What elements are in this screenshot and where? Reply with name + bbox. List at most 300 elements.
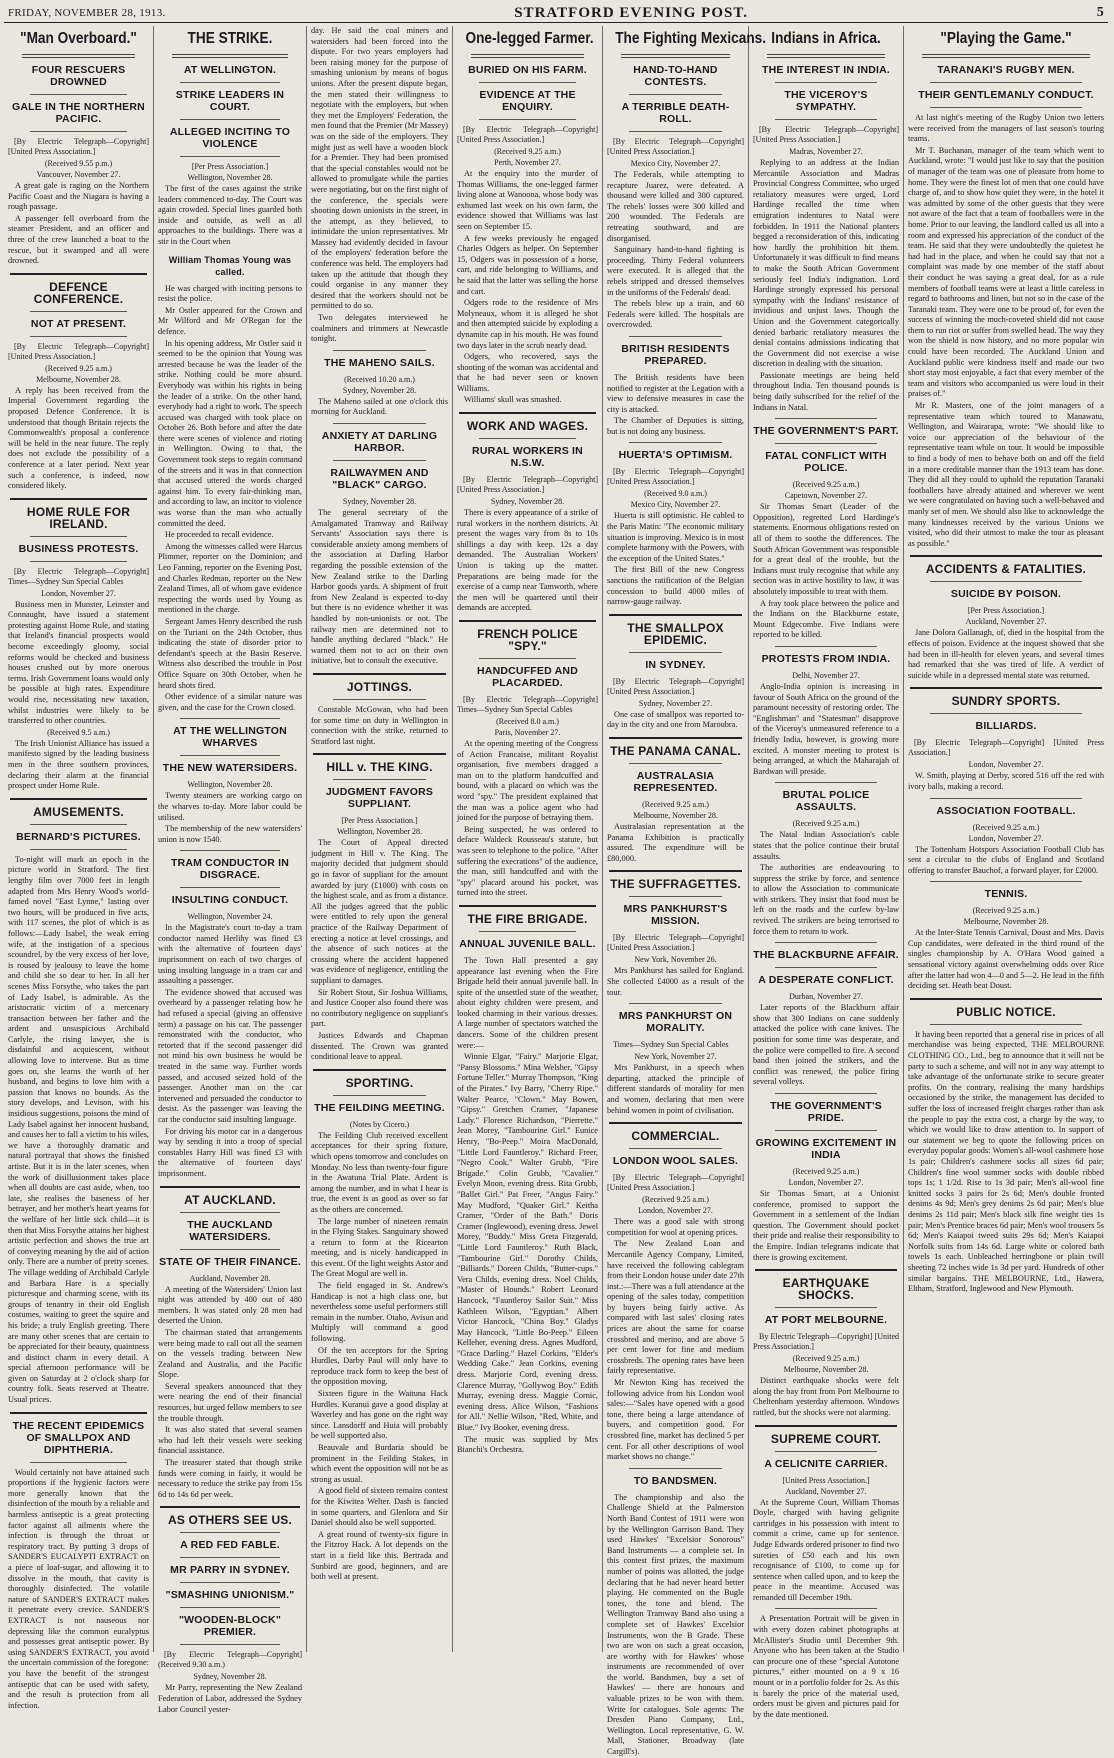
dateline: Melbourne, November 28. [36,374,121,384]
divider [10,498,147,500]
wire-credit: [Per Press Association.] [341,816,418,826]
wire-credit: [By Electric Telegraph—Copyright] [United Press Association.] [457,475,598,495]
article-paragraph: Mr Parry, representing the New Zealand Federation of Labor, addressed the Sydney Labor Council yester- [158,1683,302,1714]
subhead: ANNUAL JUVENILE BALL. [459,937,596,950]
column-2 [154,26,307,1714]
divider [313,753,446,755]
divider [629,652,722,653]
article-paragraph: The membership of the new watersiders' union is now 1540. [158,824,302,844]
divider [609,870,742,872]
wire-credit: [By Electric Telegraph—Copyright] [United Press Association.] [8,341,149,361]
divider [333,699,426,700]
dateline: Auckland, November 27. [785,1486,867,1496]
divider [930,798,1082,799]
article-paragraph: A passenger fell overboard from the steamer President, and an officer and three of the crew launched a boat to the rescue, but it swamped and all were drowned. [8,213,149,266]
article-paragraph: There was a good sale with strong competition for wool at opening prices. [607,1217,744,1237]
advertisement-text: The championship and also the Challenge Shield at the Palmerston North Band Contest of 1911 were won by the Wellington Garrison Band. They used Hawkes' "Excelsior Sonorous" Band Instruments — a complete set. In this contest first prizes, the maximum number of points was allotted, the judge declaring that he had never heard better playing. He commented on the Bugle tones, the tone and blend. The Wellington Tramway Band also using a complete set of Hawkes' Excelsior Instruments, won the B Grade. These two are won on such a great occasion, are worthy with for Hawkes' whose instruments are recommended of over the world. Bandsmen, buy a set of Hawkes' — there are honours and valuable prizes to be won with them. Write for catalogues. Sole agents: The Dresden Piano Company, Ltd., Wellington. Local representative, G. W. Mall, Stationer, Broadway (late Cargill's). [607,1492,744,1757]
divider [629,896,722,897]
column-5 [603,26,767,1757]
divider [333,1095,426,1096]
divider [180,1607,280,1608]
subhead: THE BLACKBURNE AFFAIR. [753,949,899,962]
article-paragraph: The treasurer stated that though strike funds were coming in fairly, it would be necessary to reduce the strike pay from 15s 6d to 14s 6d per week. [158,1458,302,1499]
divider [609,614,742,616]
article-paragraph: Later reports of the Blackburn affair show that 300 Indians on cane suddenly attacked the police with cane knives. The position for some time was desperate, and the police were compelled to fire. A second band then joined the strikers, and the conflict was renewed, the police firing several volleys. [753,1003,899,1087]
divider [30,824,127,825]
subhead: BERNARD'S PICTURES. [16,830,141,843]
divider [30,311,127,312]
subhead: TRAM CONDUCTOR IN DISGRACE. [170,857,290,882]
headline-sporting: SPORTING. [345,1075,414,1090]
divider [30,849,127,850]
divider [775,1307,877,1308]
divider [629,763,722,764]
dateline: Durban, November 27. [789,992,863,1002]
article-paragraph: The general secretary of the Amalgamated Tramway and Railway Servants' Association says there is considerable anxiety among members of the association at Darling Harbor regarding the possible extension of the New Zealand strike to the Darling Harbor goods yards. A shipment of fruit from New Zealand is expected to-day but there is no evidence whether it was handled by non-unionists or not. The railway men are determined not to handle anything declared "black." He warned them not to act on their own initiative, but to consult the executive. [311,508,448,666]
subhead: GALE IN THE NORTHERN PACIFIC. [12,101,145,125]
divider [922,54,1090,58]
received-time: (Received 10.20 a.m.) [344,374,415,384]
divider [180,850,280,851]
wire-credit: [By Electric Telegraph—Copyright] [United Press Association.] [908,738,1104,758]
headline-jottings: JOTTINGS. [346,679,413,694]
divider [180,156,280,157]
divider [775,119,877,120]
column-4 [453,26,603,1652]
received-time: (Received 9.25 a.m.) [494,147,561,156]
article-paragraph: Mr Newton King has received the following advice from his London wool sales:—"Sales have opened with a good tone, there being a large attendance of buyers, and competition good. For crossbred fine, market has declined 5 per cent. For all other descriptions of wool market shows no change." [607,1378,744,1462]
divider [479,931,576,932]
divider [930,82,1082,83]
received-time: (Received 8.0 a.m.) [496,717,559,726]
subhead: AT PORT MELBOURNE. [764,1314,888,1327]
divider [629,1003,722,1004]
headline-as-others-see-us: AS OTHERS SEE US. [167,1513,293,1528]
divider [775,967,877,968]
subhead: JUDGMENT FAVORS SUPPLIANT. [325,786,434,811]
received-time: (Received 9.25 a.m.) [792,1167,860,1176]
article-paragraph: Mr Ostler appeared for the Crown and Mr Wilford and Mr O'Regan for the defence. [158,305,302,336]
dateline: Wellington, November 24. [187,912,273,922]
subhead: NOT AT PRESENT. [30,317,127,330]
divider [767,54,885,58]
article-paragraph: Business men in Munster, Leinster and Connaught, have issued a statement protesting against Home Rule, and stating that Ireland's financial prospects would become exceedingly gloomy, social reforms would be checked and business houses crushed out by more onerous terms. Irish Government loans would only be possible at high rates. Expenditure would rise, necessitating new taxation, whilst industries were likely to be transferred to other countries. [8,599,149,726]
article-paragraph: Sixteen figure in the Waituna Hack Hurdles. Kuranui gave a good display at Waverley and has gone on the right way since. Lansdorff and Huia will probably be well supported also. [311,1389,448,1441]
article-paragraph: day. He said the coal miners and watersiders had been forced into the dispute. For two years employers had been raising money for the purpose of smashing unionism by means of bogus unions. After the present dispute began, the men stated their willingness to negotiate with the employers, but when they met the Employers' Federation, the men found that the Premier (Mr Massey) was on the side of the employers. They might just as well have a wooden block for a Premier. They had been promised that the special constables would not be allowed to promulgate while the parties were negotiating, but on the first night of the conference, the specials were shooting down unionists in the street, in the attempt, as they believed, to intimidate the union representatives. Mr Massey had evidently decided in favour of the employers' federation before the conference was held. The employers had taken up the attitude that though they could organise in any manner they desired that the workers should not be permitted to do so. [311,26,448,311]
subhead: THE NEW WATERSIDERS. [162,762,298,775]
subhead: TO BANDSMEN. [633,1474,718,1487]
subhead: MRS PANKHURST ON MORALITY. [618,1010,733,1035]
article-paragraph: Sanguinary hand-to-hand fighting is proceeding. Thirty Federal volunteers were executed. It is alleged that the rebels stripped and dressed themselves in the uniforms of the Federals' dead. [607,245,744,297]
dateline: Melbourne, November 28. [633,811,718,820]
article-paragraph: Mrs Pankhurst, in a speech when departing, attacked the principle of different standards of morality for men and women, declaring that men were behind women in point of civilisation. [607,1063,744,1115]
divider [930,581,1082,582]
divider [459,905,596,907]
dateline: Delhi, November 27. [792,670,860,680]
wire-credit: [United Press Association.] [782,1475,870,1485]
article-paragraph: The Tottenham Hotspurs Association Football Club has sent a circular to the clubs of England and Scotland offering to transfer Bauchof, a forward player, for £2000. [908,844,1104,875]
article-paragraph: The large number of nineteen remain in the Flying Stakes. Sanguinary showed a return to form at the Ricearton meeting, and is nicely handicapped in this event. Of the light weights Astor and The Great Mogul are well in. [311,1216,448,1279]
divider [180,1557,280,1558]
divider [180,887,280,888]
divider [180,1582,280,1583]
subhead: RURAL WORKERS IN N.S.W. [472,445,583,470]
subhead: SUICIDE BY POISON. [950,588,1062,601]
headline-epidemics: THE RECENT EPIDEMICS OF SMALLPOX AND DIPHTHERIA. [12,1419,145,1456]
subhead: A CELICNITE CARRIER. [764,1457,888,1470]
divider [172,54,288,58]
dateline: Wellington, November 28. [187,173,273,182]
wire-credit: [By Electric Telegraph—Copyright] [United Press Association.] [607,676,744,696]
article-paragraph: At the Inter-State Tennis Carnival, Doust and Mrs. Davis Cup candidates, were defeated in the third round of the singles championship by A. O'Hara Wood gained a sensational victory against overwhelming odds over Rice after the latter had won 4—0 and 5—2. He lead in the fifth deciding set. Heath beat Doust. [908,928,1104,991]
article-paragraph: A meeting of the Watersiders' Union last night was attended by 400 out of 480 members. It was stated only 28 men had deserted the Union. [158,1284,302,1326]
divider [629,1148,722,1149]
divider [910,687,1102,689]
divider [10,273,147,275]
headline-hill-v-the-king: HILL v. THE KING. [326,760,433,775]
headline-sundry-sports: SUNDRY SPORTS. [951,694,1061,709]
article-paragraph: Replying to an address at the Indian Mercantile Association and Madras Provincial Congress Committee, who urged retaliatory measures were urged, Lord Hardinge recalled the time when emigration indentures to Natal were forbidden. In 1911 the National planters begged a reconsideration of this, indicating how hardly the prohibition hit them. Unfortunately it was difficult to find means to make the South African Government seriously feel India's indignation. Lord Hardinge strongly expressed his personal sympathy with the Indians' resistance of invidious and unjust laws. Though the Union and the Government categorically denied barbaric retaliatory measures the denial contains admissions indicating that the Government did not exercise a wise discretion in dealing with the situation. [753,158,899,369]
columns [4,26,1108,1757]
received-time: (Received 9.25 a.m.) [642,800,709,809]
column-3 [307,26,453,1652]
issue-date: FRIDAY, NOVEMBER 28, 1913. [8,7,166,19]
headline-the-strike: THE STRIKE. [187,30,273,47]
divider [30,561,127,562]
received-time: (Received 9.25 a.m.) [792,480,860,490]
subhead: THE INTEREST IN INDIA. [761,64,891,76]
subhead: THE FEILDING MEETING. [314,1101,445,1114]
received-time: (Received 9.55 p.m.) [44,159,113,168]
article-paragraph: A good field of sixteen remains contest for the Kiwitea Welter. Dash is fancied in some quarters, and Glenlora and Sir Daniel should also be well supported. [311,1486,448,1528]
headline-fighting-mexicans: The Fighting Mexicans. [615,30,767,47]
article-paragraph: He was charged with inciting persons to resist the police. [158,283,302,304]
divider [333,460,426,461]
divider [180,82,280,83]
article-paragraph: The Natal Indian Association's cable states that the police continue their brutal assaults. [753,830,899,861]
subhead: STRIKE LEADERS IN COURT. [175,89,285,113]
headline-playing-the-game: "Playing the Game." [940,30,1072,47]
article-paragraph: One case of smallpox was reported to-day in the city and one from Maroubra. [607,709,744,730]
article-paragraph: The New Zealand Loan and Mercantile Agency Company, Limited, have received the following cablegram from their London house under date 27th inst.:—There was a full attendance at the opening of the sales today, competition by buyers being fairly active. As compared with last sales' closing rates prices are about the same for coarse crossbred and merino, and are above 5 per cent lower for fine and medium crossbreds. The opening rates have been fairly representative. [607,1239,744,1376]
article-paragraph: The first Bill of the new Congress sanctions the ratification of the Belgian concession to build 4000 miles of narrow-gauge railway. [607,565,744,607]
divider [180,1212,280,1213]
article-paragraph: The Feilding Club received excellent acceptances for their spring fixture, which opens tomorrow and concludes on Monday. No less than twenty-four figure in the Awatuna Trial Plate. Ardent is among the number, and in what I hear is true, the event is as good as over so far as the others are concerned. [311,1130,448,1214]
article-paragraph: The British residents have been notified to register at the Legation with a view to defensive measures in case the city is attacked. [607,372,744,414]
article-paragraph: A great round of twenty-six figure in the Fitzroy Hack. A lot depends on the start in a field like this. Bertrada and Sunbird are good, beginners, and are both well at present. [311,1529,448,1582]
dateline: Melbourne, November 28. [963,917,1049,927]
dateline: Mexico City, November 27. [630,159,721,168]
subhead: "WOODEN-BLOCK" PREMIER. [179,1614,281,1639]
article-paragraph: At the enquiry into the murder of Thomas Williams, the one-legged farmer living alone at Wanoona, whose body was exhumed last week on his own farm, the evidence showed that Williams was last seen on September 15. [457,169,598,231]
dateline: New York, November 26. [634,955,717,965]
divider [930,107,1082,108]
dateline: Vancouver, November 27. [36,170,121,179]
article-paragraph: Twenty steamers are working cargo on the wharves to-day. More labor could be utilised. [158,791,302,822]
subhead: A TERRIBLE DEATH-ROLL. [621,101,730,125]
divider [629,442,722,443]
dateline: Sydney, November 28. [490,497,565,507]
divider [629,94,722,95]
dateline: London, November 27. [41,588,116,598]
article-paragraph: The field engaged in St. Andrew's Handicap is not a high class one, but nevertheless some useful performers still remain in the number. Otaho, Avisun and Multiply will command a good following. [311,1281,448,1344]
dateline: Mexico City, November 27. [630,500,721,510]
divider [629,131,722,132]
byline: (Notes by Cicero.) [349,1119,410,1129]
article-paragraph: The rebels blew up a train, and 60 Federals were killed. The hospitals are overcrowded. [607,299,744,330]
divider [313,1069,446,1071]
divider [22,54,135,58]
article-paragraph: The Irish Unionist Alliance has issued a manifesto signed by the leading business men in the three southern provinces, declaring their alarm at the financial prospect under Home Rule. [8,738,149,791]
headline-panama-canal: THE PANAMA CANAL. [610,744,741,758]
headline-supreme-court: SUPREME COURT. [770,1431,882,1446]
article-paragraph: Jane Dolora Gallanagh, of, died in the hospital from the effects of poison. Evidence at the inquest showed that she had been in ill-health for eleven years, and several times had remarked that she was tired of life. A verdict of suicide while in a depressed mental state was returned. [908,628,1104,680]
dateline: Capetown, November 27. [784,491,868,501]
dateline: Melbourne, November 28. [783,1365,869,1375]
divider [629,1468,722,1469]
wire-credit: [By Electric Telegraph—Copyright] [United Press Association.] [607,467,744,487]
subhead: RAILWAYMEN AND "BLACK" CARGO. [330,467,429,491]
subhead: IN SYDNEY. [645,658,706,671]
article-paragraph: Of the ten acceptors for the Spring Hurdles, Darby Paul will only have to reproduce track form to keep the best of the opposition moving. [311,1345,448,1387]
divider [621,54,730,58]
article-paragraph: Constable McGowan, who had been for some time on duty in Wellington in connection with the strike, returned to Stratford last night. [311,704,448,746]
wire-credit: By Electric Telegraph—Copyright] [United Press Association.] [753,1332,899,1352]
received-time: (Received 9.25 a.m.) [792,1354,860,1364]
wire-credit: [Per Press Association.] [191,162,269,171]
wire-credit: [By Electric Telegraph—Copyright] [United Press Association.] [607,933,744,953]
divider [609,1122,742,1124]
article-paragraph: Beauvale and Burdaria should be prominent in the Feilding Stakes, in which event the opposition will not be as strong as usual. [311,1442,448,1484]
dateline: Sydney, November 28. [342,497,417,506]
article-paragraph: A reply has been received from the Imperial Government regarding the proposed Defence Conference. It is understood that though Britain rejects the Commonwealth's proposal a conference will be held in the near future. The reply does not exclude the possibility of a conference at a later period. Next year such a conference, is indeed, now considered likely. [8,385,149,491]
divider [333,350,426,351]
dateline: Sydney, November 28. [342,385,417,395]
subhead: BILLIARDS. [975,720,1037,733]
received-time: (Received 9.25 a.m.) [45,363,112,373]
subhead: THE GOVERNMENT'S PART. [753,425,899,438]
divider [930,713,1082,714]
article-paragraph: Australasian representation at the Panama Exhibition is practically assured. The expenditure will be £80,000. [607,822,744,863]
subhead: HAND-TO-HAND CONTESTS. [633,64,718,88]
received-time: (Received 9.25 a.m.) [792,819,860,829]
subhead: ANXIETY AT DARLING HARBOR. [321,430,438,454]
article-paragraph: He proceeded to recall evidence. [165,530,274,540]
article-paragraph: Odgers rode to the residence of Mrs Molyneaux, whom it is alleged he shot and then attempted suicide by exploding a dynamite cap in his mouth. He was found two days later in the scrub nearly dead. [457,298,598,350]
headline-public-notice: PUBLIC NOTICE. [956,1004,1056,1019]
divider [313,673,446,675]
subhead: AT THE WELLINGTON WHARVES [173,725,287,750]
subhead: BUSINESS PROTESTS. [18,542,139,555]
divider [180,755,280,756]
subhead: THEIR GENTLEMANLY CONDUCT. [918,89,1094,101]
divider [30,94,127,95]
article-paragraph: Sergeant James Henry described the rush on the Turiani on the 24th October, thus indicating the state of disorder prior to defendant's speech at the Basin Reserve. Witness also described the trouble in Post Office Square on 30th October, when he heard shots fired. [158,616,302,690]
headline-indians-in-africa: Indians in Africa. [771,30,881,47]
subhead: BRUTAL POLICE ASSAULTS. [782,789,870,814]
article-paragraph: The music was supplied by Mrs Bianchi's Orchestra. [457,1434,598,1455]
subhead: ASSOCIATION FOOTBALL. [936,804,1076,817]
column-1 [4,26,154,1710]
divider [930,881,1082,882]
subhead: GROWING EXCITEMENT IN INDIA [755,1137,897,1161]
newspaper-title: STRATFORD EVENING POST. [514,4,748,21]
subhead: EVIDENCE AT THE ENQUIRY. [479,89,576,113]
wire-credit: [By Electric Telegraph—Copyright] (Received 9.30 a.m.) [158,1650,302,1670]
subhead: AT WELLINGTON. [183,64,277,76]
article-paragraph: At the Supreme Court, William Thomas Doyle, charged with having gelignite cartridges in his possession with intent to commit a crime, came up for sentence. Judge Edwards ordered prisoner to find two sureties of £50 each and his own recognisance of £100, to come up for sentence when called upon, and to keep the peace in the meantime. Accused was remanded till December 19th. [753,1497,899,1602]
subhead: MR PARRY IN SYDNEY. [170,1564,290,1577]
divider [10,1412,147,1414]
divider [180,1644,280,1645]
article-paragraph: Other evidence of a similar nature was given, and the case for the Crown closed. [158,692,302,712]
divider [775,1093,877,1094]
headline-fire-brigade: THE FIRE BRIGADE. [467,911,588,926]
dateline: Paris, November 27. [494,728,561,737]
received-time: (Received 9.25 a.m.) [642,1195,709,1205]
divider [910,555,1102,557]
article-paragraph: Odgers, who recovered, says the shooting of the woman was accidental and that he had never seen or known Williams. [457,352,599,393]
article-paragraph: The Court of Appeal directed judgment in Hill v. The King. The majority decided that judgment should go in favor of suppliant for the amount awarded by jury (£1000) with costs on the highest scale, and as from a distance. All the judges agreed that the public were entitled to rely upon the general practice of the Railway Department of erecting a notice at level crossings, and the absence of such notices at the crossing where the accident happened was evidence of negligence, entitling the suppliant to damages. [311,838,448,985]
divider [180,718,280,719]
article-paragraph: There is every appearance of a strike of rural workers in the northern districts. At present the wages vary from 8s to 10s shillings a day with keep. 12s a day demanded. The Australian Workers' Union is taking up the matter. Preparations are being made for the exercise of a camp near Tamworth, where the men will be quartered until their demands are accepted. [457,508,598,613]
divider [910,998,1102,1000]
wire-credit: [By Electric Telegraph—Copyright] [United Press Association.] [607,1173,744,1193]
article-paragraph: For driving his motor car in a dangerous way by sending it into a troop of special constables Harry Hill was fined £3 with the alternative of fourteen days' imprisonment. [158,1126,302,1178]
divider [775,1608,877,1609]
wire-credit: [By Electric Telegraph—Copyright] [United Press Association.] [8,137,149,156]
dateline: London, November 27. [968,833,1044,843]
headline-french-police-spy: FRENCH POLICE "SPY." [477,627,578,653]
article-paragraph: Winnie Elgar, "Fairy." Marjorie Elgar, "Pansy Blossoms." Mina Welsher, "Gipsy Fortune Teller." Murray Thompson, "King of the Pirates." Ivy Barry, "Cherry Ripe." Walter Pearce, "Clown." May Bowen, "Gipsy." Gretchen Cramer, "Japanese Lady." Florence Richardson, "Pierrette." Jean Morey, "Tambourine Girl." Eunice Henry, "Bo-Peep." Moira MacDonald, "Little Lord Fauntleroy." Richard Freer, "Negro Cook." Walter Grubb, "Fire Brigade." Colin Grubb, "Cavalier." Evelyn Moon, evening dress. Rita Grubb, "Ballet Girl." Pat Freer, "Angus Fairy." May Mudford, "Quaker Girl." Keitha Cramer, "Order of the Bath." Doris Cramer (Inglewood), evening dress. Jewel Morey, "Buddy." Miss Greta Fitzgerald, "Little Lord Fauntleroy." Ruth Black, "Tambourine Girl." Dorothy Childs, "Billiards." Doreen Childs, "Butter-cups." Vera Childs, evening dress. Noel Childs, "Master of Hounds." Robert Leonard Hancock, "Fauntleroy Sailor Suit." Miss Kathleen Wilson, "Egyptian." Albert Victor Hancock, "China Boy." Gladys May Hancock, "Little Bo-Peep." Eileen Kelleher, evening dress. Agnes Mudford, "Grace Darling." Hazel Corkins, "Elder's Wedding Cake." Jean Corkins, evening dress. Marjorie Cord, evening dress. Clarence Murray, "Gollywog Boy." Edith Murray, evening dress. Maggie Cornic, evening dress. Alice Wilson, "Fashions for All." Nellie Wilson, "Red, White, and Blue." Ivy Booker, evening dress. [457,1052,598,1433]
wire-credit: [By Electric Telegraph—Copyright] [United Press Association.] [457,125,598,144]
dateline: Auckland, November 27. [965,617,1047,627]
article-paragraph: Sir Robert Stout, Sir Joshua Williams, and Justice Cooper also found there was no contributory negligence on suppliant's part. [311,987,448,1029]
divider [471,54,584,58]
headline-at-auckland: AT AUCKLAND. [184,1192,276,1207]
subhead: THE VICEROY'S SYMPATHY. [784,89,868,113]
article-paragraph: Among the witnesses called were Harcus Plimmer, reporter on the Dominion; and Leo Fanning, reporter on the Evening Post, and Charles Redman, reporter on the New Zealand Times, all of whom gave evidence respecting the words used by Young as mentioned in the charge. [158,541,302,615]
subhead: LONDON WOOL SALES. [612,1155,739,1168]
divider [459,620,596,622]
headline-accidents-fatalities: ACCIDENTS & FATALITIES. [925,562,1087,577]
advertisement-text: It having been reported that a general rise in prices of all merchandise was being expected, THE MELBOURNE CLOTHING CO., Ltd., beg to announce that it will not be party to such a scheme, and will not in any way attempt to take advantage of the unfortunate strike to secure greater profits. On the contrary, realising the many hardships occasioned by the strike, the management has decided to suffer the loss of increased freight charges rather than ask the people to pay the extra cost, a charge by the way, to which we would like to draw attention to. In support of our statement we beg to quote the following prices on everyday popular goods: Women's all-wool cashmere hose 1s pair; Children's cashmere socks all sizes 6d pair; Children's fine wool summer socks with double ribbed tops 1s; 1 1/2d. Rise to 1s 3d pair; Men's all-wool fine knitted socks 3 pairs for 2s 6d; Men's double fronted denims 4s 9d; Men's grey denims 2s 6d pair; Men's blue denims 2s 11d pair; Men's black silk fine weight ties 1s pair; Men's Prentice braces 6d pair; Men's wool trousers 5s 6d; Men's Kaiapoi tweed suits 29s 6d; Men's Kaiapoi Norfolk suits from 14s 6d. Large white or colored bath towels 1s each. Unbleached herringbone or plain twill sheeting 72 inches wide 1s 3d per yard. Hundreds of other similar bargains. THE MELBOURNE, Ltd., Hawera, Eltham, Stratford, Inglewood and New Plymouth. [908,1029,1104,1294]
headline-suffragettes: THE SUFFRAGETTES. [610,877,741,892]
divider [30,536,127,537]
subhead: FATAL CONFLICT WITH POLICE. [765,450,887,475]
dateline: London, November 27. [788,1178,864,1187]
article-paragraph: The evidence showed that accused was overheard by a passenger relating how he had refused a special (giving an offensive term) a passage on his car. The passenger remonstrated with the conductor, who retorted that if the second passenger did not mind his own business he would be treated in the same way. Further words passed, and accused seized hold of the passenger. Another man on the car intervened and persuaded the conductor to desist. As the passenger was leaving the car the conductor said insulting language. [158,987,302,1124]
divider [775,782,877,783]
subhead: THE GOVERNMENT'S PRIDE. [770,1100,882,1124]
received-time: (Received 9.0 a.m.) [644,489,707,499]
advertisement-text: A Presentation Portrait will be given in with every dozen cabinet photographs at McAllister's Studio until December 9th. Anyone who has been taken at the Studio can procure one of these "special Autotone pictures," either mounted on a 9 x 16 mount or in a portfolio folder for 2s. As this is barely the price of the material used, orders must be given and pictures paid for by the date mentioned. [753,1614,899,1719]
divider [755,1269,897,1271]
headline-one-legged-farmer: One-legged Farmer. [465,30,594,47]
article-paragraph: A great gale is raging on the Northern Pacific Coast and the Niagara is having a rough passage. [8,181,149,212]
dateline: London, November 27. [638,1206,713,1216]
wire-credit: [By Electric Telegraph—Copyright] [United Press Association.] [753,125,899,144]
article-paragraph: A few weeks previously he engaged Charles Odgers as helper. On September 15, Odgers was in possession of a horse, cart, and ride belonging to Williams, and he said that the latter was selling the horse and cart. [457,233,598,296]
article-paragraph: In the Magistrate's court to-day a tram conductor named Herlihy was fined £3 with the alternative of fourteen days' imprisonment on each of two charges of using insulting language in a tram car and assaulting a passenger. [158,923,302,986]
divider [755,1425,897,1427]
headline-commercial: COMMERCIAL. [631,1129,720,1144]
article-paragraph: Mrs Pankhurst has sailed for England. She collected £4000 as a result of the tour. [607,966,744,997]
dateline: Sydney, November 27. [638,698,713,708]
wire-credit: [Per Press Association.] [967,606,1045,616]
article-paragraph: In his opening address, Mr Ostler said it seemed to be the opinion that Young was arrested because he was the leader of the strike. Nothing could be more absurd. Everybody was within his rights in being the leader of a strike. On the other hand, everybody had a right to work. The speech accused was charged with took place on October 26. Both before and after the date there were scenes of violence and rioting in Wellington. Owing to that, the Government took steps to regain command of the streets and it was in that connection that accused uttered the words charged against him. To every fair-thinking man, and according to law, an incitor to violence was worse than the man who actually committed the deed. [158,338,302,528]
divider [775,1451,877,1452]
dateline: Wellington, November 28. [187,780,273,790]
article-paragraph: Williams' skull was smashed. [464,395,562,405]
divider [479,119,576,120]
divider [10,798,147,800]
dateline: Perth, November 27. [494,158,561,167]
headline-defence-conference: DEFENCE CONFERENCE. [33,279,124,306]
subhead: AUSTRALASIA REPRESENTED. [633,770,718,794]
headline-man-overboard: "Man Overboard." [20,30,137,47]
wire-credit: [By Electric Telegraph—Copyright] Times—Sydney Sun Special Cables [8,566,149,586]
article-paragraph: To-night will mark an epoch in the picture world in Stratford. The first lengthy film over 7000 feet in length adapted from Mrs Henry Wood's world-famed novel "East Lynne," lasting over two hours, will be produced in five acts, with 117 scenes, the plot of which is as follows:—Lady Isabel, the weak erring wife, at the instigation of a specious scoundrel, by the very excess of her love, is roused by jealousy to leave the home and child she so dear to her. In all her scenes Miss Forsythe, who takes the part of Lady Isabel, is admirable. As the aristocratic victim of a mercenary transaction between her father and the ardent and unsuspicious Archibald Carlyle, the rising lawyer, she is disdainful and acquiescent, without allowing love to intervene. But as time goes on, she learns the worth of her husband, and begins to love him with a passion that knows no bounds. As the story develops, and Levison, with his insidious suggestions, poisons the mind of Lady Isabel against her innocent husband, and causes her to fall a victim to his wiles, we have a thoroughly dramatic and natural portrayal that shows the finished artiste. But it is in the later scenes, when the work of disillusionment takes place when all doubts are cast aside, when, too late, she realises the baseness of her betrayer, and her mother's heart yearns for the welfare of her little sick child—it is then that Miss Forsythe attains her highest artistic perfection and shows the true art of conveying meaning by the aid of action only. There are a number of pretty scenes. The village wedding of Archibald Carlyle and Barbara Hare is a specially picturesque and charming scene, with its groups of tenantry in their old English costumes, waiting to greet the squire and his bride; a truly English greeting. There are many other scenes that are certain to be appreciated for their beauty, quaintness and distinct charm in every detail. A special afternoon performance will be given on Saturday at 2 o'clock sharp for country folk. Seats reserved at Theatre. Usual prices. [8,854,150,1405]
divider [160,1186,300,1188]
subhead: ALLEGED INCITING TO VIOLENCE [169,126,291,150]
divider [180,1249,280,1250]
article-paragraph: The chairman stated that arrangements were being made to call out all the seamen on the vessels trading between New Zealand and Australia, and the Pacific Slope. [158,1327,302,1380]
headline-amusements: AMUSEMENTS. [33,804,124,819]
subhead: INSULTING CONDUCT. [171,894,289,907]
article-paragraph: The authorities are endeavouring to suppress the strike by force, and sentence to allow the Association to communicate with strikers. They insist that food must be left on the roads and the curfew by-law revived. The strikers are being terrorised to force them to return to work. [753,863,899,936]
dateline: New York, November 27. [634,1052,717,1062]
divider [479,438,576,439]
divider [180,119,280,120]
divider [775,942,877,943]
divider [479,658,576,659]
received-time: (Received 9.25 a.m.) [972,822,1040,832]
article-paragraph: At the opening meeting of the Congress of Action Francaise, militant Royalist organisation, five members dragged a man on to the platform handcuffed and bound, with a placard on which was the word "spy." The president explained that the man was a police agent who had joined for the purpose of betraying them. [457,739,598,823]
article-paragraph: Sir Thomas Smart (Leader of the Opposition), regretted Lord Hardinge's statements. Enormous obligations rested on all of them to soothe the differences. The South African Government was responsible for a great deal of the trouble, but the Indians must truly recognise that while any section was in active hostility to law, it was absolutely impossible to treat with them. [753,502,899,596]
article-paragraph: A fray took place between the police and the Indians on the Blackburne estate, Mount Edgecombe. Five Indians were reported to be killed. [753,598,899,640]
dateline: Wellington, November 28. [336,827,423,837]
page-number: 5 [1096,5,1104,20]
subhead: William Thomas Young was called. [168,254,292,277]
divider [479,82,576,83]
dateline: Auckland, November 28. [189,1273,271,1283]
received-time: (Received 9.5 a.m.) [47,727,110,737]
article-paragraph: Sir Thomas Smart, at a Unionist conference, promised to support the Government in a settlement of the Indian question. The Government should pocket their pride and realise their responsibility to the Empire. Indian telegrams indicate that there is growing excitement. [753,1189,899,1262]
divider [609,737,742,739]
subhead: PROTESTS FROM INDIA. [761,652,891,665]
divider [333,423,426,424]
subhead: A RED FED FABLE. [180,1539,280,1552]
wire-credit: [By Electric Telegraph—Copyright] [United Press Association.] [607,137,744,156]
article-paragraph: Two delegates interviewed he coalminers and trimmers at Newcastle tonight. [311,313,448,344]
article-paragraph: The Maheno sailed at one o'clock this morning for Auckland. [311,396,448,417]
wire-credit: [By Electric Telegraph—Copyright] Times—Sydney Sun Special Cables [457,695,598,714]
divider [775,443,877,444]
subhead: MRS PANKHURST'S MISSION. [623,903,728,928]
divider [775,1130,877,1131]
article-paragraph: Passionate meetings are being held throughout India. Ten thousand pounds is being daily subscribed for the relief of the Indians in Natal. [753,370,899,412]
divider [160,1506,300,1508]
subhead: HUERTA'S OPTIMISM. [618,449,733,462]
article-paragraph: The Town Hall presented a gay appearance last evening when the Fire Brigade held their annual juvenile ball. In spite of the unsettled state of the weather, about eighty children were present, and looked charming in their various dresses. A large number of spectators watched the dancers. Some of the children present were:— [457,955,598,1050]
divider [629,336,722,337]
subhead: TENNIS. [984,888,1028,901]
article-paragraph: Mr T. Buchanan, manager of the team which went to Auckland, wrote: "I would just like to say that the position of manager of the team was one of pleasure from home to home. They were the finest lot of men that one could have charge of, and to show how quiet they were, in the hotel it was admitted by some of the other guests that they were not aware of the fact that a team of footballers were in the home. Prior to our leaving, the landlord called us all into a room and expressed his appreciation of the conduct of the team. He said that they were undoubtedly the quietest he had had in the place, and when he could say that not a complaint was made by one member of the staff about their conduct he was saying a great deal, for as a rule members of football teams were at least a little careless in regard to bathrooms and linen, but not so in the case of the Taranaki team. They were one to be proud of, for even the success of winning the much-coveted shield did not cause them to run riot or suffer from swelled head. The way they won the shield is now history, and no more popular win could have been recorded. The Auckland Union and Auckland public were kindness itself and made our two short stay most enjoyable, a fact that every member of the team and visitors who accompanied us were loud in their praises of." [908,145,1104,399]
masthead [4,4,1108,23]
article-paragraph: Huerta is still optimistic. He cabled to the Paris Matin: "The economic military situation is improving. Mexico is in most complete harmony with the Powers, with the exception of the United States." [607,511,744,563]
headline-home-rule: HOME RULE FOR IRELAND. [26,504,131,531]
